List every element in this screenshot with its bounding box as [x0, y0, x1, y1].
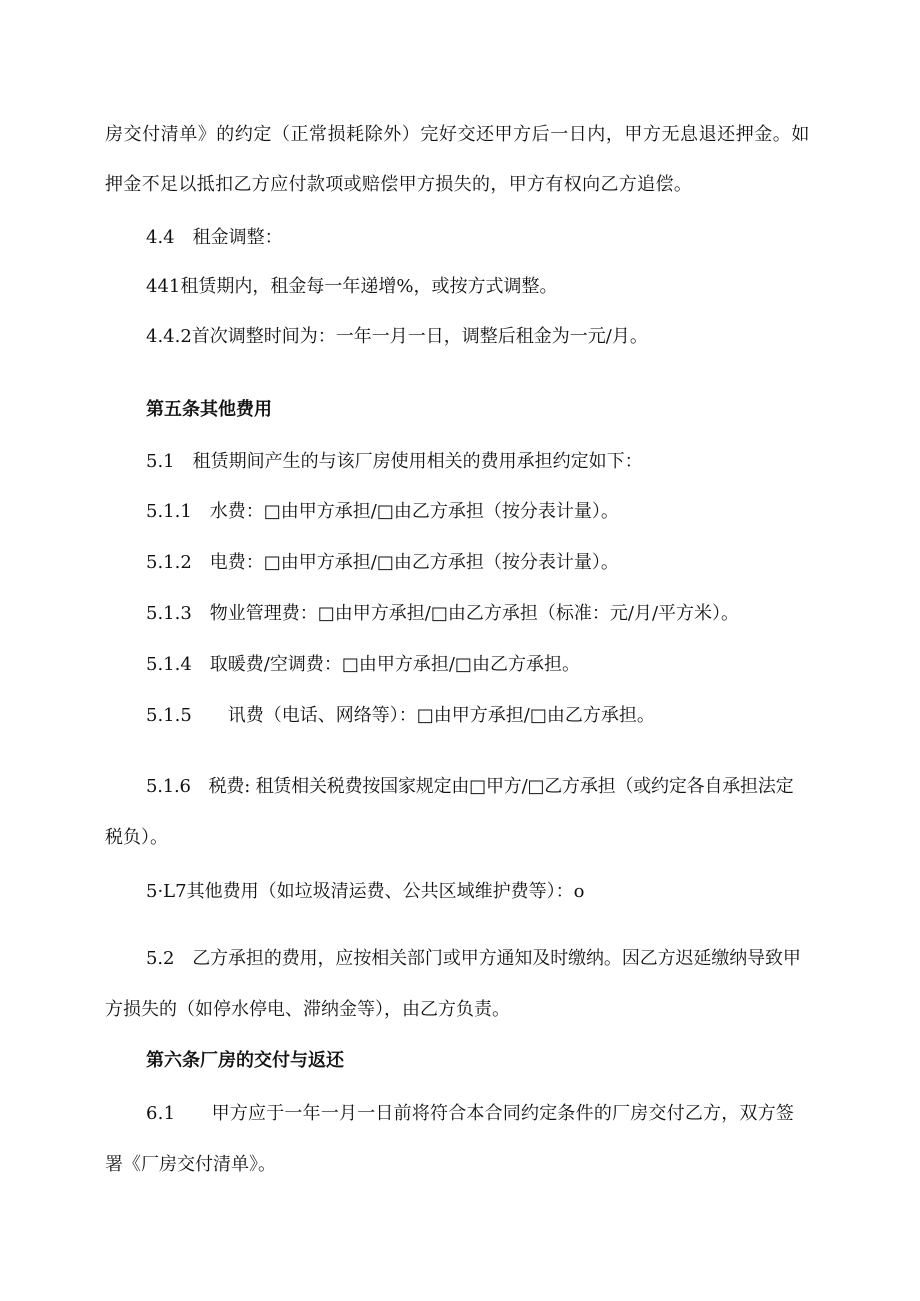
clause-6-1: 6.1 甲方应于一年一月一日前将符合本合同约定条件的厂房交付乙方，双方签: [146, 1103, 795, 1124]
clause-5-1-6: 5.1.6 税费: 租赁相关税费按国家规定由□甲方/□乙方承担（或约定各自承担法定: [146, 776, 794, 797]
clause-5-1-1: 5.1.1 水费：□由甲方承担/□由乙方承担（按分表计量）。: [146, 501, 619, 522]
paragraph-line: 税负）。: [105, 827, 168, 848]
paragraph-line: 署《厂房交付清单》。: [105, 1154, 276, 1175]
clause-5-2: 5.2 乙方承担的费用，应按相关部门或甲方通知及时缴纳。因乙方迟延缴纳导致甲: [146, 948, 801, 969]
paragraph-line: 方损失的（如停水停电、滞纳金等），由乙方负责。: [105, 999, 510, 1020]
article-5-heading: 第五条其他费用: [146, 399, 272, 420]
clause-5-1-4: 5.1.4 取暖费/空调费：□由甲方承担/□由乙方承担。: [146, 654, 580, 675]
clause-5-1-5: 5.1.5 讯费（电话、网络等）：□由甲方承担/□由乙方承担。: [146, 705, 655, 726]
paragraph-line: 房交付清单》的约定（正常损耗除外）完好交还甲方后一日内，甲方无息退还押金。如: [105, 124, 810, 145]
clause-5-1-3: 5.1.3 物业管理费：□由甲方承担/□由乙方承担（标准：元/月/平方米）。: [146, 603, 740, 624]
clause-5-1-2: 5.1.2 电费：□由甲方承担/□由乙方承担（按分表计量）。: [146, 552, 619, 573]
clause-5-1: 5.1 租赁期间产生的与该厂房使用相关的费用承担约定如下：: [146, 451, 643, 472]
clause-5-1-7: 5·L7其他费用（如垃圾清运费、公共区域维护费等）：o: [146, 881, 585, 902]
clause-4-4-1: 441租赁期内，租金每一年递增%，或按方式调整。: [146, 276, 558, 297]
article-6-heading: 第六条厂房的交付与返还: [146, 1050, 344, 1071]
clause-4-4: 4.4 租金调整：: [146, 227, 283, 248]
clause-4-4-2: 4.4.2首次调整时间为：一年一月一日，调整后租金为一元/月。: [146, 326, 648, 347]
paragraph-line: 押金不足以抵扣乙方应付款项或赔偿甲方损失的，甲方有权向乙方追偿。: [105, 174, 693, 195]
